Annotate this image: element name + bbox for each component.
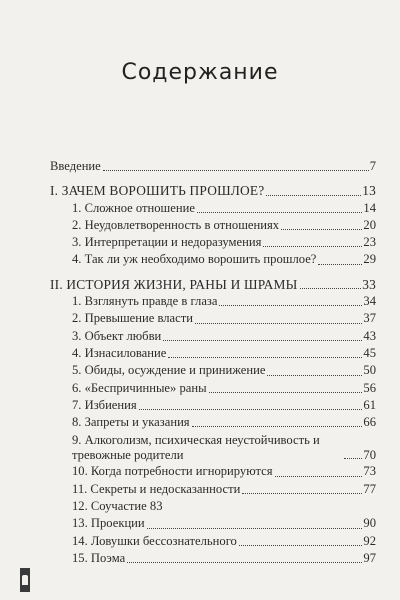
leader-dots [267,375,362,376]
toc-page: 66 [363,415,376,430]
toc-label: 4. Так ли уж необходимо ворошить прошлое? [72,252,317,267]
toc-page: 13 [362,183,376,199]
toc-label: Введение [50,159,101,173]
toc-page: 33 [362,276,376,292]
toc-entry [50,463,376,480]
toc-page: 70 [363,448,376,463]
page-title: Содержание [121,60,279,85]
leader-dots [163,340,362,341]
leader-dots [147,528,363,529]
toc-label: 6. «Беспричинные» раны [72,380,207,395]
toc-page: 34 [363,294,376,309]
toc-page: 29 [363,252,376,267]
toc-entry [50,550,376,567]
toc-entry [50,533,376,550]
toc-entry [50,481,376,498]
toc-entry [50,362,376,379]
toc-entry [50,345,376,362]
toc-entry-intro [50,158,376,175]
toc-label: 2. Неудовлетворенность в отношениях [72,217,280,232]
toc-page: 43 [363,328,376,343]
leader-dots [263,246,362,247]
leader-dots [168,357,362,358]
leader-dots [300,288,362,289]
leader-dots [139,409,363,410]
page-edge-marker [20,568,30,592]
leader-dots [266,195,361,196]
toc-label: 9. Алкоголизм, психическая неустойчивость и тревожные родители [72,433,320,463]
toc-entry [50,431,376,463]
toc-section-2 [50,276,376,293]
leader-dots [281,229,362,230]
toc-label: 2. Превышение власти [72,311,193,326]
toc-entry [50,293,376,310]
leader-dots [275,476,363,477]
toc-entry [50,328,376,345]
toc-label: 14. Ловушки бессознательного [72,533,237,548]
leader-dots [242,493,362,494]
toc-label: 11. Секреты и недосказанности [72,481,241,496]
toc-entry [50,234,376,251]
toc-page: 61 [363,397,376,412]
toc-page: 92 [363,533,376,548]
toc-label: 3. Интерпретации и недоразумения [72,235,262,250]
toc-page: 97 [363,550,376,565]
toc-label: 13. Проекции [72,516,145,531]
leader-dots [209,392,363,393]
toc-label: 12. Соучастие 83 [72,499,163,514]
toc-page: 14 [363,200,376,215]
toc-page: 20 [363,217,376,232]
leader-dots [318,264,362,265]
toc-label: 4. Изнасилование [72,345,167,360]
toc-page: 23 [363,235,376,250]
toc-entry [50,251,376,268]
toc-label: 7. Избиения [72,397,137,412]
toc-entry [50,200,376,217]
leader-dots [219,305,362,306]
toc-label: 5. Обиды, осуждение и принижение [72,363,266,378]
toc-page: 56 [363,380,376,395]
toc-section-1 [50,182,376,199]
toc-page: 90 [363,516,376,531]
toc-label: I. ЗАЧЕМ ВОРОШИТЬ ПРОШЛОЕ? [50,183,265,199]
toc-label: 15. Поэма [72,550,126,565]
toc-label: 10. Когда потребности игнорируются [72,464,273,479]
leader-dots [127,562,362,563]
toc-entry [50,310,376,327]
toc-label: 8. Запреты и указания [72,415,190,430]
toc-label: 1. Сложное отношение [72,200,195,215]
table-of-contents [50,158,376,567]
leader-dots [195,323,362,324]
toc-entry [50,380,376,397]
toc-label: 1. Взглянуть правде в глаза [72,294,218,309]
toc-page: 45 [363,345,376,360]
leader-dots [192,426,363,427]
leader-dots [239,545,363,546]
toc-entry [50,515,376,532]
toc-label: 3. Объект любви [72,328,162,343]
toc-entry [50,414,376,431]
toc-entry [50,397,376,414]
toc-page: 73 [363,464,376,479]
toc-entry [50,498,376,515]
toc-page: 37 [363,311,376,326]
leader-dots [197,212,362,213]
toc-entry [50,217,376,234]
leader-dots [344,458,362,459]
toc-label: II. ИСТОРИЯ ЖИЗНИ, РАНЫ И ШРАМЫ [50,276,298,292]
toc-page: 50 [363,363,376,378]
toc-page: 77 [363,481,376,496]
leader-dots [103,170,369,171]
toc-page: 7 [369,159,376,173]
